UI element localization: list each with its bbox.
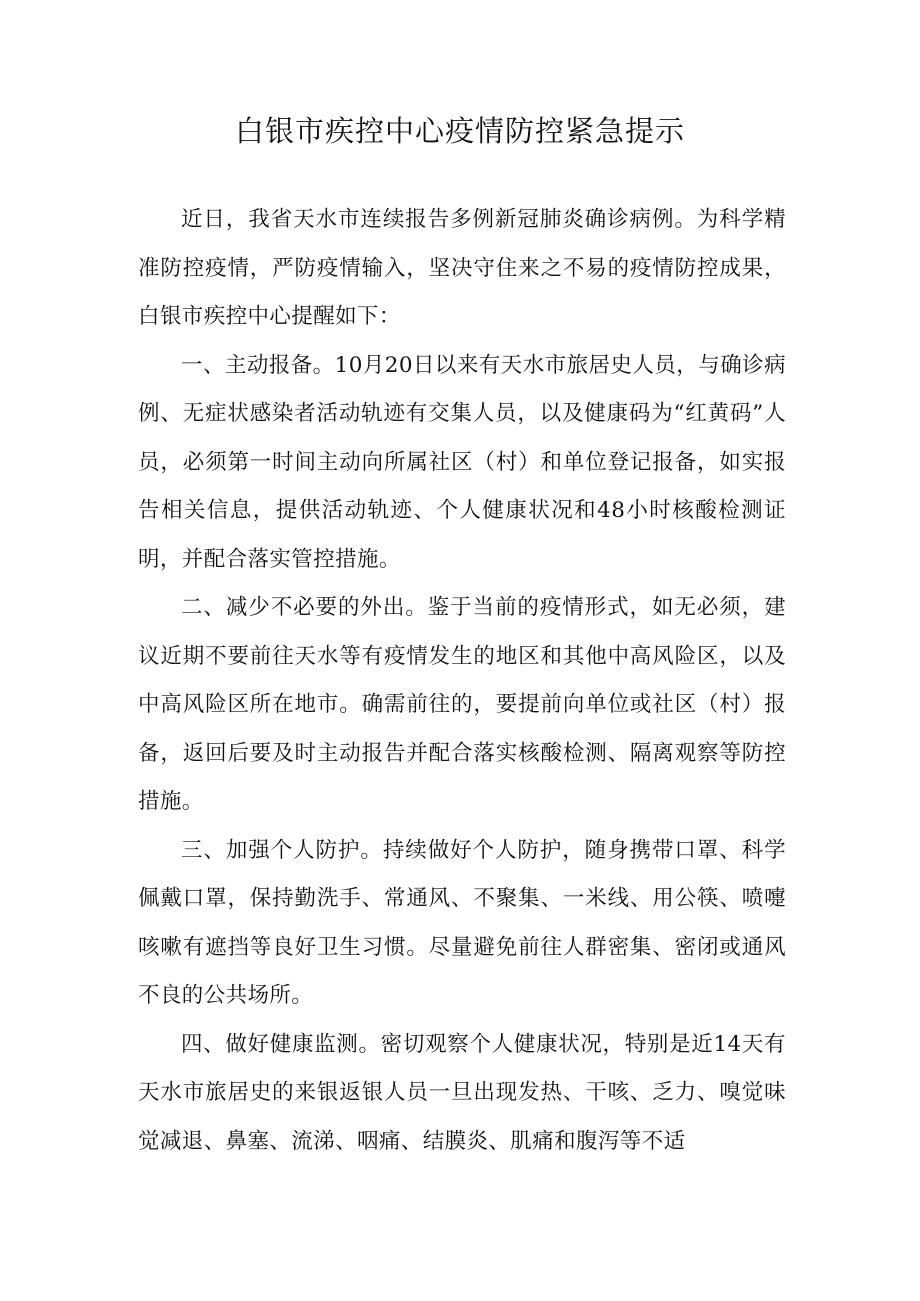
section-travel-paragraph: 二、减少不必要的外出。鉴于当前的疫情形式，如无必须，建议近期不要前往天水等有疫情发生的地区和其他中高风险区，以及中高风险区所在地市。确需前往的，要提前向单位或社区（村）报备，返回后要及时主动报告并配合落实核酸检测、隔离观察等防控措施。 — [138, 595, 786, 814]
document-title: 白银市疾控中心疫情防控紧急提示 — [234, 114, 685, 148]
document-body — [138, 196, 786, 1166]
intro-paragraph: 近日，我省天水市连续报告多例新冠肺炎确诊病例。为科学精准防控疫情，严防疫情输入，坚决守住来之不易的疫情防控成果，白银市疾控中心提醒如下： — [138, 207, 786, 329]
section-report-paragraph: 一、主动报备。10月20日以来有天水市旅居史人员，与确诊病例、无症状感染者活动轨迹有交集人员，以及健康码为“红黄码”人员，必须第一时间主动向所属社区（村）和单位登记报备，如实报告相关信息，提供活动轨迹、个人健康状况和48小时核酸检测证明，并配合落实管控措施。 — [138, 352, 786, 572]
section-monitoring-paragraph: 四、做好健康监测。密切观察个人健康状况，特别是近14天有天水市旅居史的来银返银人员一旦出现发热、干咳、乏力、嗅觉味觉减退、鼻塞、流涕、咽痛、结膜炎、肌痛和腹泻等不适 — [138, 1031, 786, 1154]
section-protection-paragraph: 三、加强个人防护。持续做好个人防护，随身携带口罩、科学佩戴口罩，保持勤洗手、常通风、不聚集、一米线、用公筷、喷嚏咳嗽有遮挡等良好卫生习惯。尽量避免前往人群密集、密闭或通风不良的公共场所。 — [138, 837, 786, 1008]
